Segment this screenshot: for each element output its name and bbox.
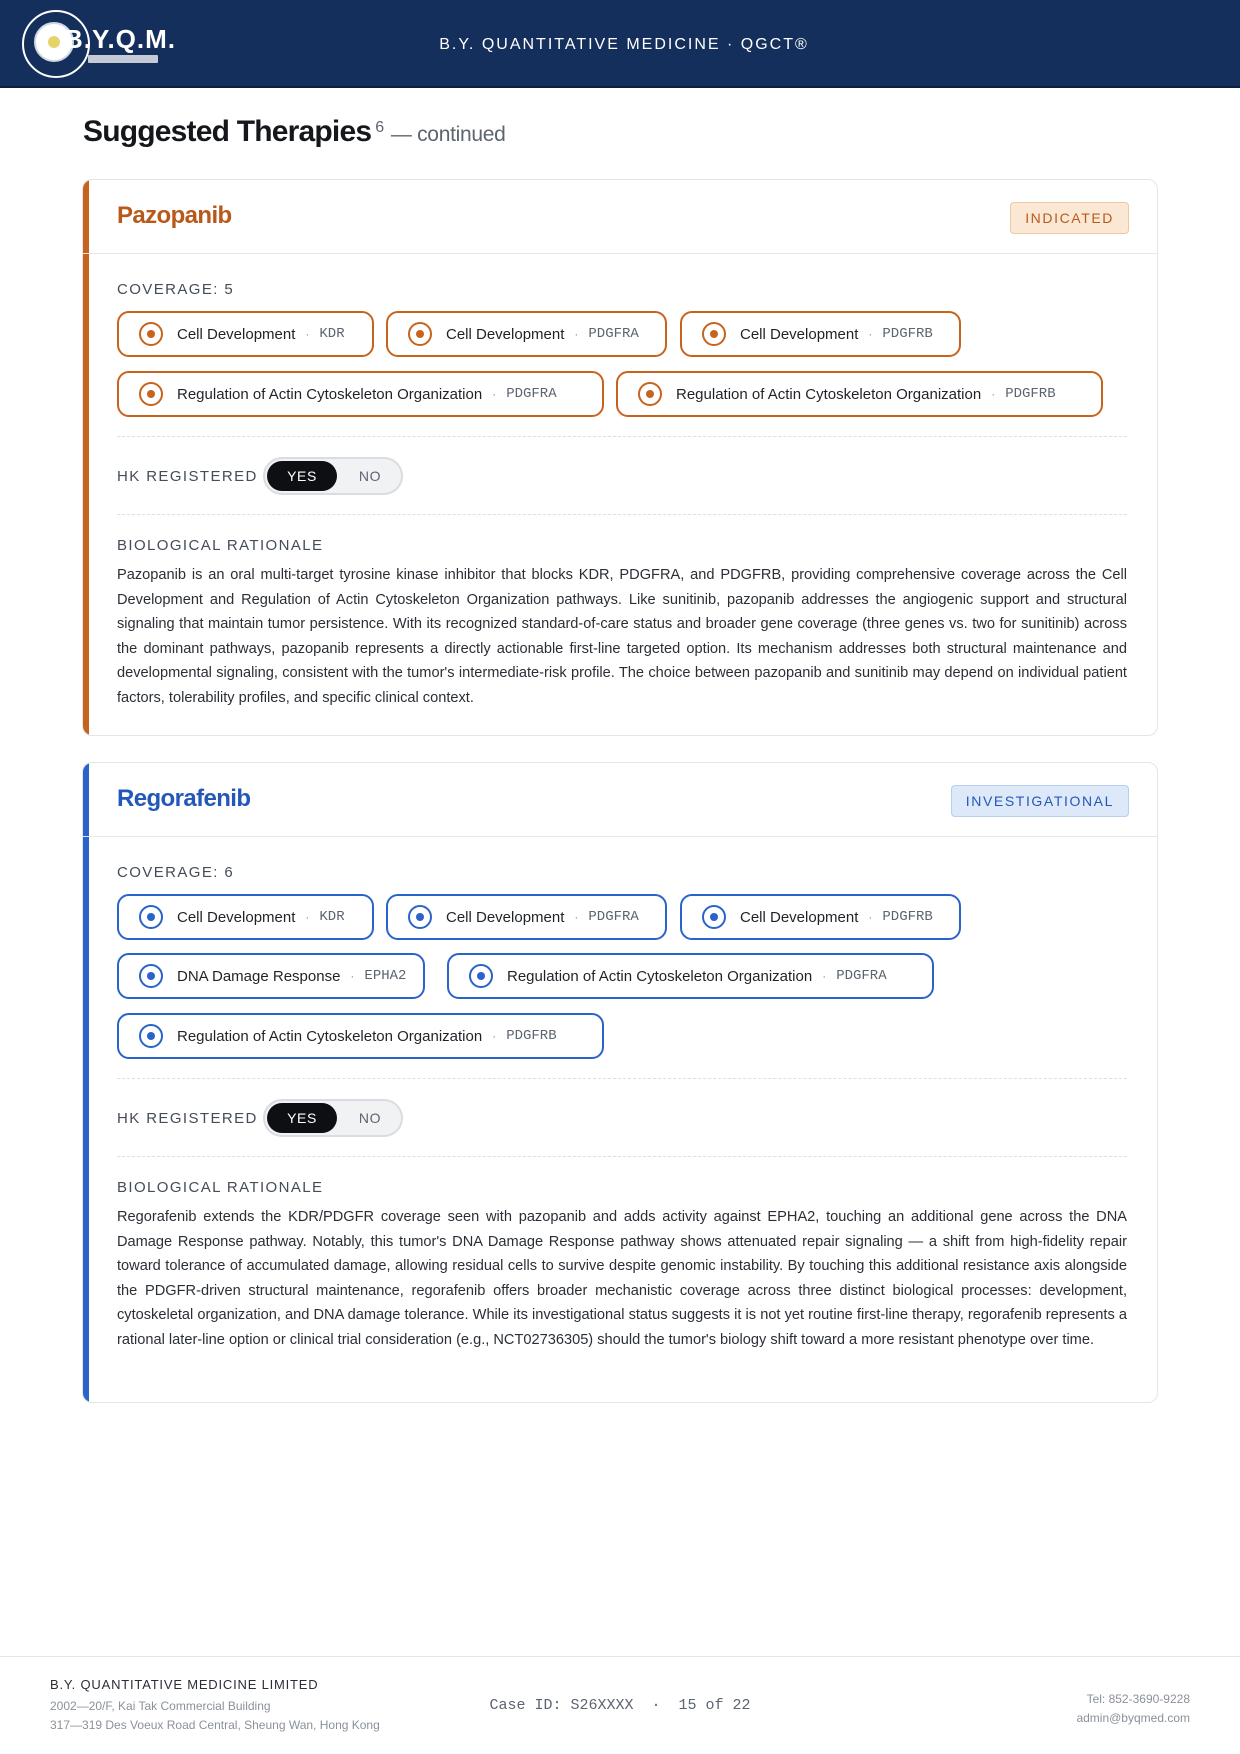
footer-case-info	[0, 1697, 1240, 1714]
target-chip	[680, 311, 961, 357]
target-dot-icon	[408, 905, 432, 929]
chip-gene: PDGFRA	[836, 968, 887, 984]
section-divider	[117, 1078, 1127, 1079]
chip-pathway: Cell Development	[177, 325, 296, 343]
logo-text: B.Y.Q.M.	[64, 24, 177, 54]
chip-gene: PDGFRB	[882, 326, 933, 342]
section-divider	[117, 1156, 1127, 1157]
target-dot-icon	[638, 382, 662, 406]
toggle-yes-option[interactable]: YES	[267, 1103, 337, 1133]
target-dot-icon	[139, 1024, 163, 1048]
chip-separator: ·	[574, 327, 579, 341]
chip-gene: PDGFRB	[882, 909, 933, 925]
hk-registered-toggle[interactable]	[263, 457, 403, 495]
target-chip	[680, 894, 961, 940]
chip-gene: PDGFRB	[506, 1028, 557, 1044]
footnote-marker: 6	[375, 119, 384, 136]
target-chip	[447, 953, 934, 999]
chip-separator: ·	[492, 387, 497, 401]
chip-gene: KDR	[319, 326, 345, 342]
rationale-text: Regorafenib extends the KDR/PDGFR coverage seen with pazopanib and adds activity against EPHA2, touching an additional gene across the DNA Damage Response pathway. Notably, this tumor's DNA Damage Response pathway shows attenuated repair signaling — a shift from high-fidelity repair toward tolerance of accumulated damage, allowing residual cells to survive despite genomic instability. By touching this additional resistance axis alongside the PDGFR-driven structural maintenance, regorafenib offers broader mechanistic coverage across three distinct biological processes: development, cytoskeletal organization, and DNA damage tolerance. While its investigational status suggests it is not yet routine first-line therapy, regorafenib represents a rational later-line option or clinical trial consideration (e.g., NCT02736305) should the tumor's biology shift toward a more resistant phenotype over time.	[117, 1209, 1127, 1348]
target-dot-icon	[702, 905, 726, 929]
chip-pathway: Regulation of Actin Cytoskeleton Organization	[177, 385, 483, 403]
footer-tel: Tel: 852-3690-9228	[1086, 1692, 1190, 1706]
target-dot-icon	[408, 322, 432, 346]
rationale-label: BIOLOGICAL RATIONALE	[117, 1179, 324, 1196]
target-chip	[117, 311, 374, 357]
chip-pathway: Cell Development	[740, 908, 859, 926]
continued-label: — continued	[390, 123, 506, 146]
section-divider	[117, 514, 1127, 515]
chip-gene: PDGFRB	[1005, 386, 1056, 402]
footer-contact-block	[1076, 1690, 1190, 1728]
page-title	[83, 115, 506, 149]
chip-separator: ·	[492, 1029, 497, 1043]
target-dot-icon	[702, 322, 726, 346]
status-badge: INDICATED	[1010, 202, 1129, 234]
chip-separator: ·	[868, 327, 873, 341]
chip-gene: PDGFRA	[588, 909, 639, 925]
section-divider	[117, 436, 1127, 437]
chip-separator: ·	[991, 387, 996, 401]
page-title-text: Suggested Therapies	[83, 115, 372, 148]
chip-pathway: Cell Development	[446, 325, 565, 343]
coverage-label: COVERAGE: 6	[117, 864, 235, 881]
chip-gene: KDR	[319, 909, 345, 925]
target-chip	[616, 371, 1103, 417]
target-chip	[117, 953, 425, 999]
target-dot-icon	[139, 905, 163, 929]
therapy-card-pazopanib	[82, 179, 1158, 736]
chip-separator: ·	[350, 969, 355, 983]
toggle-no-option[interactable]: NO	[358, 1110, 382, 1126]
target-chip	[117, 371, 604, 417]
chip-separator: ·	[822, 969, 827, 983]
coverage-label: COVERAGE: 5	[117, 281, 235, 298]
target-dot-icon	[139, 382, 163, 406]
chip-pathway: Regulation of Actin Cytoskeleton Organization	[507, 967, 813, 985]
chip-separator: ·	[868, 910, 873, 924]
target-chip	[117, 1013, 604, 1059]
chip-gene: PDGFRA	[506, 386, 557, 402]
target-dot-icon	[469, 964, 493, 988]
hk-registered-label: HK REGISTERED	[117, 468, 258, 485]
chip-separator: ·	[305, 327, 310, 341]
footer-divider	[0, 1656, 1240, 1657]
footer-address-line: 317—319 Des Voeux Road Central, Sheung Wan, Hong Kong	[50, 1718, 380, 1732]
therapy-card-header	[83, 180, 1157, 254]
footer-separator: ·	[651, 1697, 661, 1714]
page-number: 15 of 22	[678, 1697, 751, 1714]
rationale-text: Pazopanib is an oral multi-target tyrosine kinase inhibitor that blocks KDR, PDGFRA, and PDGFRB, providing comprehensive coverage across the Cell Development and Regulation of Actin Cytoskeleton Organization pathways. Like sunitinib, pazopanib addresses the angiogenic support and structural signaling that maintain tumor persistence. With its recognized standard-of-care status and broader gene coverage (three genes vs. two for sunitinib) across the dominant pathways, pazopanib represents a directly actionable first-line targeted option. Its mechanism addresses both structural maintenance and developmental signaling, consistent with the tumor's intermediate-risk profile. The choice between pazopanib and sunitinib may depend on individual patient factors, tolerability profiles, and specific clinical context.	[117, 567, 1127, 706]
therapy-card-header	[83, 763, 1157, 837]
header-title: B.Y. QUANTITATIVE MEDICINE · QGCT®	[439, 36, 809, 53]
footer-company-name: B.Y. QUANTITATIVE MEDICINE LIMITED	[50, 1677, 319, 1692]
drug-name: Pazopanib	[117, 202, 232, 229]
chip-gene: EPHA2	[364, 968, 407, 984]
target-chip	[386, 311, 667, 357]
target-dot-icon	[139, 322, 163, 346]
chip-pathway: Cell Development	[740, 325, 859, 343]
case-id: Case ID: S26XXXX	[489, 1697, 634, 1714]
footer-address-line: 2002—20/F, Kai Tak Commercial Building	[50, 1699, 271, 1713]
target-chip	[117, 894, 374, 940]
rationale-label: BIOLOGICAL RATIONALE	[117, 537, 324, 554]
footer-email[interactable]: admin@byqmed.com	[1076, 1711, 1190, 1725]
chip-pathway: Regulation of Actin Cytoskeleton Organization	[177, 1027, 483, 1045]
chip-pathway: DNA Damage Response	[177, 967, 341, 985]
toggle-no-option[interactable]: NO	[358, 468, 382, 484]
header-bar	[0, 0, 1240, 88]
chip-gene: PDGFRA	[588, 326, 639, 342]
status-badge: INVESTIGATIONAL	[951, 785, 1129, 817]
drug-name: Regorafenib	[117, 785, 251, 812]
toggle-yes-option[interactable]: YES	[267, 461, 337, 491]
chip-separator: ·	[305, 910, 310, 924]
hk-registered-label: HK REGISTERED	[117, 1110, 258, 1127]
therapy-card-regorafenib	[82, 762, 1158, 1403]
chip-separator: ·	[574, 910, 579, 924]
target-dot-icon	[139, 964, 163, 988]
target-chip	[386, 894, 667, 940]
chip-pathway: Cell Development	[446, 908, 565, 926]
logo-subtitle-mark	[88, 55, 158, 63]
chip-pathway: Cell Development	[177, 908, 296, 926]
hk-registered-toggle[interactable]	[263, 1099, 403, 1137]
chip-pathway: Regulation of Actin Cytoskeleton Organization	[676, 385, 982, 403]
